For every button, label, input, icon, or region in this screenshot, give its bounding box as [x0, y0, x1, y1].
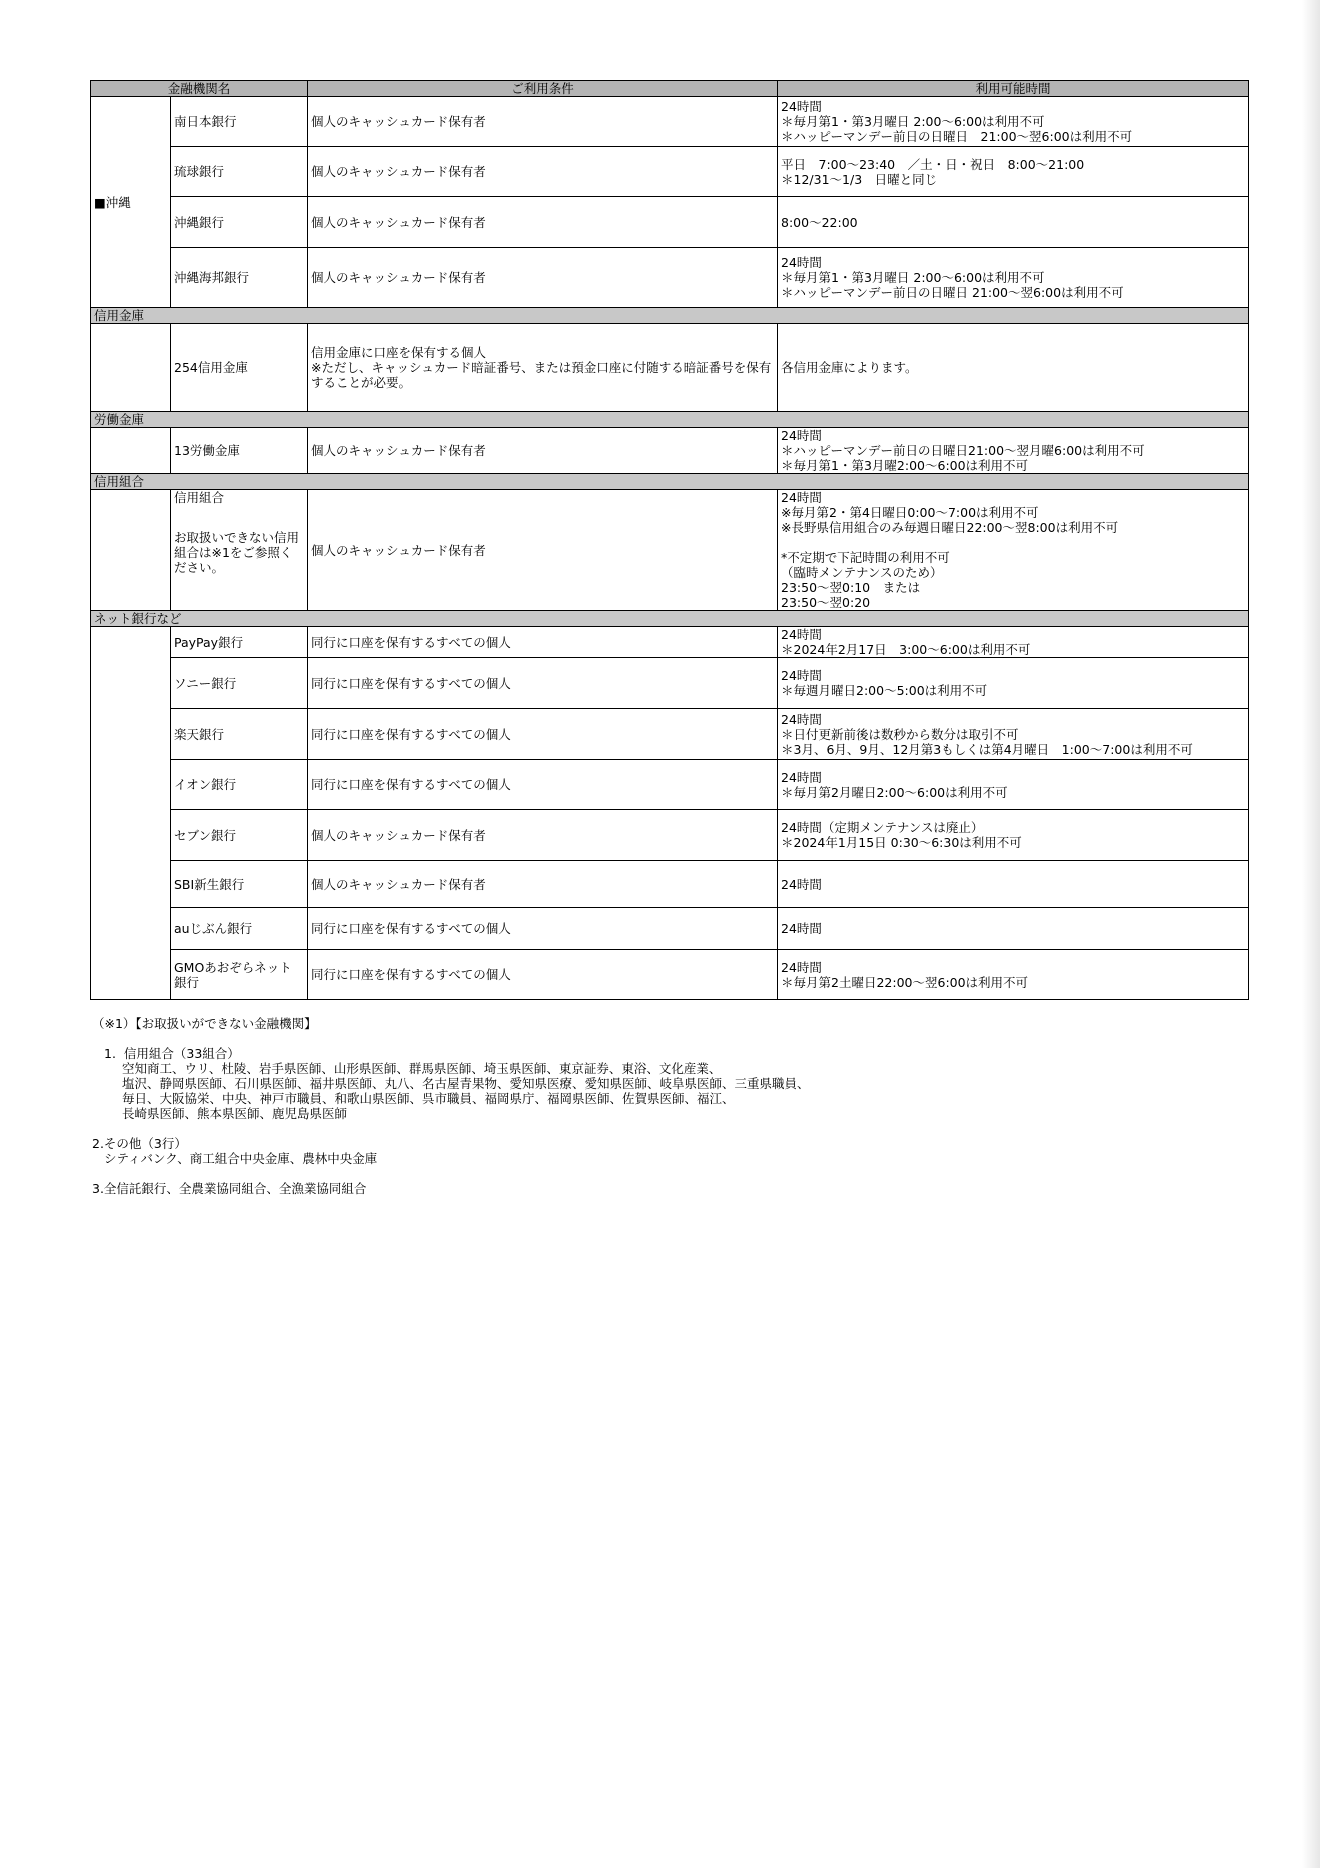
available-hours: 各信用金庫によります。 — [778, 324, 1249, 412]
table-row — [91, 950, 1249, 1000]
bank-name-cell — [171, 490, 308, 611]
usage-condition: 信用金庫に口座を保有する個人 ※ただし、キャッシュカード暗証番号、または預金口座に付随する暗証番号を保有することが必要。 — [308, 324, 778, 412]
usage-condition: 個人のキャッシュカード保有者 — [308, 248, 778, 308]
usage-condition: 個人のキャッシュカード保有者 — [308, 97, 778, 147]
financial-institutions-table — [90, 80, 1249, 1000]
bank-name: セブン銀行 — [171, 810, 308, 861]
bank-name: 楽天銀行 — [171, 709, 308, 760]
notes-heading: （※1）【お取扱いができない金融機関】 — [92, 1016, 317, 1031]
usage-condition: 同行に口座を保有するすべての個人 — [308, 950, 778, 1000]
region-empty — [91, 324, 171, 412]
section-header-row — [91, 308, 1249, 324]
section-header-row — [91, 611, 1249, 627]
bank-name: 沖縄海邦銀行 — [171, 248, 308, 308]
section-net-banks: ネット銀行など — [91, 611, 1249, 627]
region-empty — [91, 627, 171, 1000]
available-hours: 8:00～22:00 — [778, 197, 1249, 248]
available-hours: 24時間 ＊2024年2月17日 3:00～6:00は利用不可 — [778, 627, 1249, 658]
region-empty — [91, 490, 171, 611]
bank-name: GMOあおぞらネット銀行 — [171, 950, 308, 1000]
header-institution: 金融機関名 — [91, 81, 308, 97]
table-row — [91, 861, 1249, 908]
notes-item1-line: 空知商工、ウリ、杜陵、岩手県医師、山形県医師、群馬県医師、埼玉県医師、東京証券、東浴、文化産業、 — [122, 1061, 722, 1076]
table-row — [91, 908, 1249, 950]
section-shinkin: 信用金庫 — [91, 308, 1249, 324]
table-row — [91, 810, 1249, 861]
page-edge-shadow — [1302, 0, 1320, 1868]
notes-item2-line: シティバンク、商工組合中央金庫、農林中央金庫 — [104, 1151, 378, 1166]
table-header-row — [91, 81, 1249, 97]
usage-condition: 同行に口座を保有するすべての個人 — [308, 760, 778, 810]
bank-name: イオン銀行 — [171, 760, 308, 810]
usage-condition: 個人のキャッシュカード保有者 — [308, 810, 778, 861]
bank-name: 沖縄銀行 — [171, 197, 308, 248]
available-hours: 平日 7:00～23:40 ／土・日・祝日 8:00～21:00 ＊12/31～1/3 日曜と同じ — [778, 147, 1249, 197]
section-rokin: 労働金庫 — [91, 412, 1249, 428]
header-hours: 利用可能時間 — [778, 81, 1249, 97]
table-row — [91, 490, 1249, 611]
usage-condition: 同行に口座を保有するすべての個人 — [308, 627, 778, 658]
section-kumiai: 信用組合 — [91, 474, 1249, 490]
available-hours: 24時間 ＊毎週月曜日2:00～5:00は利用不可 — [778, 658, 1249, 709]
bank-name: 信用組合 — [174, 490, 225, 505]
notes-item1-line: 塩沢、静岡県医師、石川県医師、福井県医師、丸八、名古屋青果物、愛知県医療、愛知県医師、岐阜県医師、三重県職員、 — [122, 1076, 810, 1091]
notes-item2-title: 2.その他（3行） — [92, 1136, 187, 1151]
region-okinawa: ■沖縄 — [91, 97, 171, 308]
table-row — [91, 248, 1249, 308]
available-hours: 24時間 ※毎月第2・第4日曜日0:00～7:00は利用不可 ※長野県信用組合のみ毎週日曜日22:00～翌8:00は利用不可 *不定期で下記時間の利用不可 （臨時メンテナンスのため） 23:50～翌0:10 または 23:50～翌0:20 — [778, 490, 1249, 611]
bank-name: auじぶん銀行 — [171, 908, 308, 950]
section-header-row — [91, 412, 1249, 428]
usage-condition: 個人のキャッシュカード保有者 — [308, 147, 778, 197]
table-row — [91, 627, 1249, 658]
table-row — [91, 147, 1249, 197]
available-hours: 24時間 ＊毎月第1・第3月曜日 2:00～6:00は利用不可 ＊ハッピーマンデー前日の日曜日 21:00～翌6:00は利用不可 — [778, 97, 1249, 147]
bank-name: 琉球銀行 — [171, 147, 308, 197]
available-hours: 24時間 — [778, 908, 1249, 950]
bank-name: 13労働金庫 — [171, 428, 308, 474]
notes-item3: 3.全信託銀行、全農業協同組合、全漁業協同組合 — [92, 1181, 367, 1196]
available-hours: 24時間 ＊毎月第2月曜日2:00～6:00は利用不可 — [778, 760, 1249, 810]
usage-condition: 個人のキャッシュカード保有者 — [308, 197, 778, 248]
available-hours: 24時間 ＊毎月第2土曜日22:00～翌6:00は利用不可 — [778, 950, 1249, 1000]
bank-name: PayPay銀行 — [171, 627, 308, 658]
usage-condition: 個人のキャッシュカード保有者 — [308, 861, 778, 908]
notes-item1-title: 1. 信用組合（33組合） — [104, 1046, 240, 1061]
section-header-row — [91, 474, 1249, 490]
notes-item1-line: 長崎県医師、熊本県医師、鹿児島県医師 — [122, 1106, 348, 1121]
region-empty — [91, 428, 171, 474]
bank-name: SBI新生銀行 — [171, 861, 308, 908]
table-row — [91, 324, 1249, 412]
exclusion-notes — [92, 1016, 810, 1196]
exclusion-note: お取扱いできない信用組合は※1をご参照ください。 — [174, 530, 300, 575]
available-hours: 24時間 ＊日付更新前後は数秒から数分は取引不可 ＊3月、6月、9月、12月第3もしくは第4月曜日 1:00～7:00は利用不可 — [778, 709, 1249, 760]
available-hours: 24時間（定期メンテナンスは廃止） ＊2024年1月15日 0:30～6:30は利用不可 — [778, 810, 1249, 861]
bank-name: 254信用金庫 — [171, 324, 308, 412]
available-hours: 24時間 ＊ハッピーマンデー前日の日曜日21:00～翌月曜6:00は利用不可 ＊毎月第1・第3月曜2:00～6:00は利用不可 — [778, 428, 1249, 474]
usage-condition: 同行に口座を保有するすべての個人 — [308, 658, 778, 709]
header-conditions: ご利用条件 — [308, 81, 778, 97]
table-row — [91, 97, 1249, 147]
notes-item1-line: 毎日、大阪協栄、中央、神戸市職員、和歌山県医師、呉市職員、福岡県庁、福岡県医師、佐賀県医師、福江、 — [122, 1091, 735, 1106]
available-hours: 24時間 — [778, 861, 1249, 908]
bank-name: ソニー銀行 — [171, 658, 308, 709]
table-row — [91, 709, 1249, 760]
table-row — [91, 428, 1249, 474]
table-row — [91, 658, 1249, 709]
usage-condition: 同行に口座を保有するすべての個人 — [308, 709, 778, 760]
usage-condition: 同行に口座を保有するすべての個人 — [308, 908, 778, 950]
usage-condition: 個人のキャッシュカード保有者 — [308, 428, 778, 474]
bank-name: 南日本銀行 — [171, 97, 308, 147]
table-row — [91, 760, 1249, 810]
usage-condition: 個人のキャッシュカード保有者 — [308, 490, 778, 611]
available-hours: 24時間 ＊毎月第1・第3月曜日 2:00～6:00は利用不可 ＊ハッピーマンデー前日の日曜日 21:00～翌6:00は利用不可 — [778, 248, 1249, 308]
table-row — [91, 197, 1249, 248]
